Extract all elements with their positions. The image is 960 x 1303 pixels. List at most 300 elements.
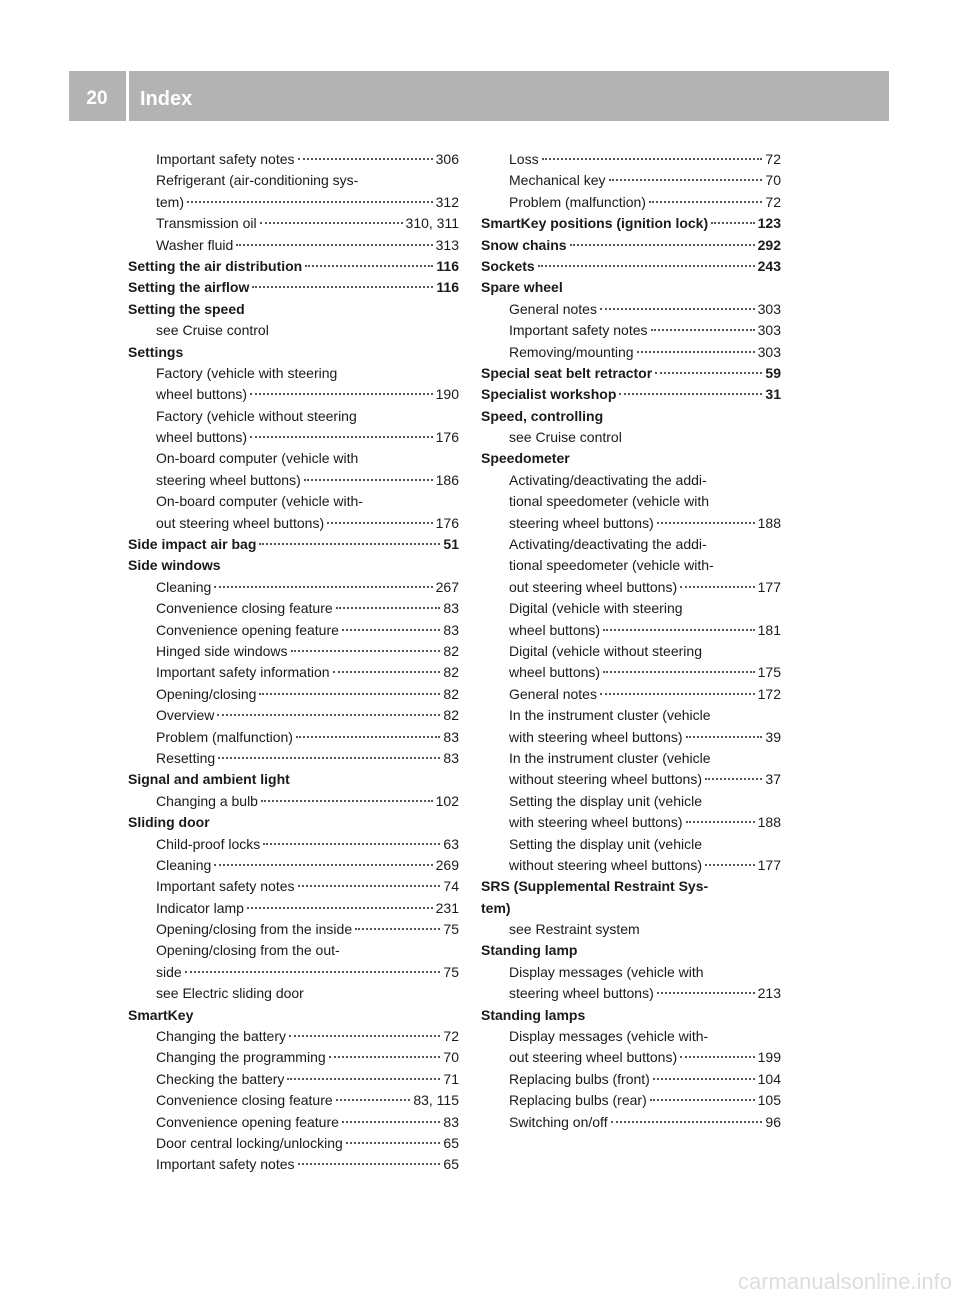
entry-page-number[interactable]: 83 [443,621,459,638]
dot-leader [680,1056,755,1058]
entry-page-number[interactable]: 292 [757,236,781,253]
dot-leader [250,393,433,395]
dot-leader [259,543,440,545]
index-entry [128,1069,459,1090]
index-entry [128,1112,459,1133]
index-entry [128,363,459,384]
dot-leader [342,629,441,631]
entry-page-number[interactable]: 59 [765,364,781,381]
dot-leader [711,222,755,224]
dot-leader [649,201,762,203]
dot-leader [304,479,433,481]
dot-leader [250,436,433,438]
dot-leader [609,179,763,181]
entry-label: Spare wheel [481,279,563,296]
index-entry [128,470,459,491]
entry-label: Refrigerant (air-conditioning sys- [156,172,359,189]
entry-page-number[interactable]: 213 [757,985,781,1002]
entry-label: Opening/closing from the inside [156,921,353,938]
entry-label: On-board computer (vehicle with- [156,493,363,510]
entry-label: SmartKey [128,1006,194,1023]
entry-page-number[interactable]: 72 [765,151,781,167]
index-entry [481,812,781,833]
entry-label: Checking the battery [156,1070,285,1087]
entry-label: out steering wheel buttons) [509,1049,678,1066]
entry-label: Setting the air distribution [128,257,303,274]
entry-label: Opening/closing [156,685,257,702]
entry-label: Side impact air bag [128,536,257,553]
entry-page-number[interactable]: 83 [443,1113,459,1130]
dot-leader [259,693,440,695]
entry-label: Specialist workshop [481,386,617,403]
index-entry [128,384,459,405]
index-heading [481,448,781,469]
entry-label: wheel buttons) [509,664,601,681]
index-entry [481,748,781,769]
entry-label: Display messages (vehicle with- [509,1028,709,1045]
index-heading [128,534,459,555]
index-entry [128,705,459,726]
index-heading [128,555,459,576]
entry-label: see Electric sliding door [156,985,304,1002]
entry-label: steering wheel buttons) [509,985,654,1002]
index-entry [481,684,781,705]
entry-label: Important safety notes [156,878,295,895]
index-entry [128,491,459,512]
index-entry [128,577,459,598]
index-entry [128,1133,459,1154]
entry-label: SmartKey positions (ignition lock) [481,215,709,232]
index-heading [128,256,459,277]
entry-page-number[interactable]: 70 [765,172,781,189]
entry-label: wheel buttons) [156,386,248,403]
dot-leader [657,522,755,524]
entry-page-number[interactable]: 313 [435,236,459,253]
entry-label: Special seat belt retractor [481,364,653,381]
index-heading [128,1005,459,1026]
index-entry [481,705,781,726]
entry-label: out steering wheel buttons) [509,578,678,595]
index-heading [128,277,459,298]
entry-label: Door central locking/unlocking [156,1134,343,1151]
entry-page-number[interactable]: 303 [757,322,781,339]
dot-leader [333,671,441,673]
entry-label: Changing a bulb [156,792,258,809]
index-entry [128,406,459,427]
entry-label: Overview [156,707,215,724]
index-heading [128,342,459,363]
entry-label: Sliding door [128,814,210,831]
dot-leader [247,907,433,909]
entry-page-number[interactable]: 72 [443,1028,459,1045]
index-entry [128,1026,459,1047]
entry-page-number[interactable]: 102 [435,792,459,809]
entry-page-number[interactable]: 65 [443,1156,459,1173]
index-entry [128,834,459,855]
index-entry [481,727,781,748]
dot-leader [287,1078,440,1080]
index-heading [481,256,781,277]
index-entry [481,620,781,641]
index-entry [128,448,459,469]
index-heading [128,769,459,790]
entry-page-number[interactable]: 306 [435,151,459,167]
entry-label: see Restraint system [509,921,640,938]
entry-label: Important safety notes [509,322,648,339]
index-column-left [128,149,459,1176]
index-entry [128,876,459,897]
entry-label: Convenience opening feature [156,1113,339,1130]
entry-label: General notes [509,300,597,317]
index-entry [481,834,781,855]
index-entry [481,1047,781,1068]
entry-label: with steering wheel buttons) [509,728,683,745]
section-title: Index [140,88,193,110]
dot-leader [252,286,433,288]
entry-page-number[interactable]: 65 [443,1134,459,1151]
entry-label: without steering wheel buttons) [509,856,702,873]
dot-leader [355,928,440,930]
dot-leader [217,714,440,716]
entry-page-number[interactable]: 70 [443,1049,459,1066]
entry-page-number[interactable]: 199 [757,1049,781,1066]
index-entry [481,320,781,341]
dot-leader [705,864,755,866]
entry-label: out steering wheel buttons) [156,514,325,531]
entry-label: tional speedometer (vehicle with- [509,557,714,574]
entry-label: Replacing bulbs (rear) [509,1092,647,1109]
entry-label: Important safety information [156,664,330,681]
dot-leader [705,778,762,780]
index-entry [481,791,781,812]
entry-label: Loss [509,151,539,167]
index-entry [481,534,781,555]
entry-label: Changing the battery [156,1028,286,1045]
entry-label: Washer fluid [156,236,234,253]
header-divider [126,71,129,121]
dot-leader [619,393,762,395]
entry-page-number[interactable]: 71 [443,1070,459,1087]
entry-label: Problem (malfunction) [509,193,646,210]
entry-page-number[interactable]: 82 [443,685,459,702]
entry-label: Factory (vehicle with steering [156,364,338,381]
entry-page-number[interactable]: 188 [757,814,781,831]
index-entry [481,641,781,662]
index-entry [128,620,459,641]
entry-label: tem) [156,193,184,210]
index-column-right [481,149,781,1133]
dot-leader [187,201,433,203]
dot-leader [218,757,440,759]
entry-page-number[interactable]: 267 [435,578,459,595]
index-entry [481,513,781,534]
entry-label: Setting the display unit (vehicle [509,835,702,852]
entry-page-number[interactable]: 83 [443,728,459,745]
index-entry [481,149,781,170]
index-entry [481,192,781,213]
entry-page-number[interactable]: 63 [443,835,459,852]
entry-label: Cleaning [156,578,212,595]
entry-label: side [156,963,182,980]
entry-label: In the instrument cluster (vehicle [509,707,711,724]
entry-page-number[interactable]: 82 [443,664,459,681]
entry-page-number[interactable]: 303 [757,343,781,360]
entry-label: Mechanical key [509,172,606,189]
dot-leader [336,607,441,609]
index-entry [128,513,459,534]
entry-label: Factory (vehicle without steering [156,407,357,424]
entry-label: wheel buttons) [509,621,601,638]
entry-page-number[interactable]: 116 [436,279,459,296]
index-entry [128,1090,459,1111]
entry-page-number[interactable]: 176 [435,429,459,446]
index-entry [481,577,781,598]
entry-page-number[interactable]: 172 [757,685,781,702]
entry-label: tem) [481,899,511,916]
dot-leader [600,693,755,695]
dot-leader [650,1099,755,1101]
index-entry [481,170,781,191]
entry-page-number[interactable]: 96 [765,1113,781,1130]
dot-leader [298,885,441,887]
dot-leader [336,1099,411,1101]
index-entry [481,962,781,983]
entry-page-number[interactable]: 83 [443,600,459,617]
entry-page-number[interactable]: 83 [443,749,459,766]
entry-label: Side windows [128,557,221,574]
entry-page-number[interactable]: 75 [443,963,459,980]
entry-label: Setting the speed [128,300,245,317]
entry-label: Replacing bulbs (front) [509,1070,650,1087]
dot-leader [298,1163,441,1165]
dot-leader [611,1121,763,1123]
index-entry [481,598,781,619]
dot-leader [570,244,755,246]
index-entry [128,983,459,1004]
dot-leader [185,971,441,973]
index-heading [481,384,781,405]
entry-label: without steering wheel buttons) [509,771,702,788]
entry-label: Digital (vehicle without steering [509,642,702,659]
dot-leader [538,265,755,267]
index-heading [481,940,781,961]
dot-leader [214,586,432,588]
entry-label: Removing/mounting [509,343,634,360]
dot-leader [236,244,432,246]
index-entry [128,940,459,961]
index-entry [128,641,459,662]
index-heading [481,235,781,256]
entry-label: Snow chains [481,236,567,253]
entry-page-number[interactable]: 312 [435,193,459,210]
dot-leader [651,329,755,331]
index-heading [128,812,459,833]
index-entry [128,855,459,876]
dot-leader [542,158,763,160]
index-entry [481,983,781,1004]
entry-label: Setting the display unit (vehicle [509,792,702,809]
entry-label: General notes [509,685,597,702]
entry-label: wheel buttons) [156,429,248,446]
entry-label: Activating/deactivating the addi- [509,471,707,488]
entry-label: Standing lamp [481,942,578,959]
entry-label: Standing lamps [481,1006,586,1023]
dot-leader [342,1121,441,1123]
entry-page-number[interactable]: 231 [435,899,459,916]
index-entry [128,727,459,748]
entry-label: Activating/deactivating the addi- [509,536,707,553]
dot-leader [655,372,762,374]
entry-page-number[interactable]: 51 [443,536,459,553]
entry-page-number[interactable]: 37 [765,771,781,788]
index-entry [128,1154,459,1175]
index-entry [481,1112,781,1133]
dot-leader [680,586,755,588]
entry-page-number[interactable]: 39 [765,728,781,745]
index-entry [128,898,459,919]
entry-page-number[interactable]: 310, 311 [405,215,459,232]
entry-page-number[interactable]: 176 [435,514,459,531]
entry-label: Setting the airflow [128,279,250,296]
entry-label: steering wheel buttons) [509,514,654,531]
dot-leader [686,736,763,738]
index-entry [128,149,459,170]
dot-leader [653,1078,755,1080]
entry-page-number[interactable]: 181 [757,621,781,638]
index-entry [128,213,459,234]
entry-page-number[interactable]: 82 [443,707,459,724]
entry-page-number[interactable]: 104 [757,1070,781,1087]
entry-label: Hinged side windows [156,642,288,659]
entry-page-number[interactable]: 116 [436,257,459,274]
index-entry [481,919,781,940]
entry-page-number[interactable]: 175 [757,664,781,681]
entry-page-number[interactable]: 243 [757,257,781,274]
entry-page-number[interactable]: 75 [443,921,459,938]
entry-label: Transmission oil [156,215,257,232]
index-entry [481,1069,781,1090]
entry-label: SRS (Supplemental Restraint Sys- [481,878,709,895]
index-entry [128,684,459,705]
index-entry [481,1090,781,1111]
dot-leader [291,650,441,652]
index-entry [128,919,459,940]
entry-label: On-board computer (vehicle with [156,450,359,467]
index-entry [128,170,459,191]
index-entry [481,470,781,491]
dot-leader [686,821,755,823]
index-heading [481,1005,781,1026]
dot-leader [657,992,755,994]
index-entry [481,769,781,790]
dot-leader [603,671,755,673]
entry-label: Sockets [481,257,535,274]
index-entry [128,598,459,619]
dot-leader [329,1056,441,1058]
index-heading [481,213,781,234]
index-heading [128,299,459,320]
index-heading [481,898,781,919]
entry-label: Convenience closing feature [156,600,333,617]
entry-page-number[interactable]: 269 [435,856,459,873]
dot-leader [327,522,433,524]
index-entry [481,662,781,683]
index-entry [128,320,459,341]
footer-watermark: carmanualsonline.info [737,1269,952,1294]
entry-page-number[interactable]: 303 [757,300,781,317]
dot-leader [289,1035,440,1037]
entry-page-number[interactable]: 31 [765,386,781,403]
index-entry [128,748,459,769]
index-entry [128,662,459,683]
dot-leader [346,1142,441,1144]
dot-leader [261,800,433,802]
index-entry [481,855,781,876]
dot-leader [603,629,755,631]
entry-page-number[interactable]: 72 [765,193,781,210]
dot-leader [637,351,755,353]
entry-page-number[interactable]: 190 [435,386,459,403]
entry-label: Digital (vehicle with steering [509,600,683,617]
index-entry [128,962,459,983]
index-entry [128,1047,459,1068]
index-entry [128,192,459,213]
dot-leader [298,158,433,160]
entry-label: Child-proof locks [156,835,261,852]
index-heading [481,406,781,427]
entry-label: Indicator lamp [156,899,244,916]
index-heading [481,277,781,298]
entry-label: with steering wheel buttons) [509,814,683,831]
entry-page-number[interactable]: 82 [443,642,459,659]
entry-page-number[interactable]: 74 [443,878,459,895]
entry-label: tional speedometer (vehicle with [509,493,709,510]
index-entry [481,555,781,576]
entry-label: Changing the programming [156,1049,326,1066]
entry-label: steering wheel buttons) [156,471,301,488]
entry-label: Cleaning [156,856,212,873]
entry-page-number[interactable]: 105 [757,1092,781,1109]
entry-page-number[interactable]: 177 [757,856,781,873]
entry-label: Speedometer [481,450,570,467]
entry-page-number[interactable]: 123 [757,215,781,232]
entry-page-number[interactable]: 188 [757,514,781,531]
dot-leader [263,843,440,845]
index-entry [128,235,459,256]
index-heading [481,363,781,384]
entry-label: Settings [128,343,184,360]
entry-page-number[interactable]: 186 [435,471,459,488]
dot-leader [214,864,432,866]
index-entry [481,491,781,512]
entry-page-number[interactable]: 177 [757,578,781,595]
entry-label: Important safety notes [156,1156,295,1173]
entry-label: Convenience closing feature [156,1092,333,1109]
index-heading [481,876,781,897]
entry-label: see Cruise control [509,429,622,446]
dot-leader [600,308,755,310]
entry-label: Convenience opening feature [156,621,339,638]
index-entry [128,791,459,812]
entry-label: Opening/closing from the out- [156,942,340,959]
entry-label: In the instrument cluster (vehicle [509,749,711,766]
dot-leader [296,736,440,738]
dot-leader [260,222,403,224]
entry-label: Signal and ambient light [128,771,290,788]
dot-leader [305,265,433,267]
entry-page-number[interactable]: 83, 115 [413,1092,459,1109]
entry-label: Important safety notes [156,151,295,167]
